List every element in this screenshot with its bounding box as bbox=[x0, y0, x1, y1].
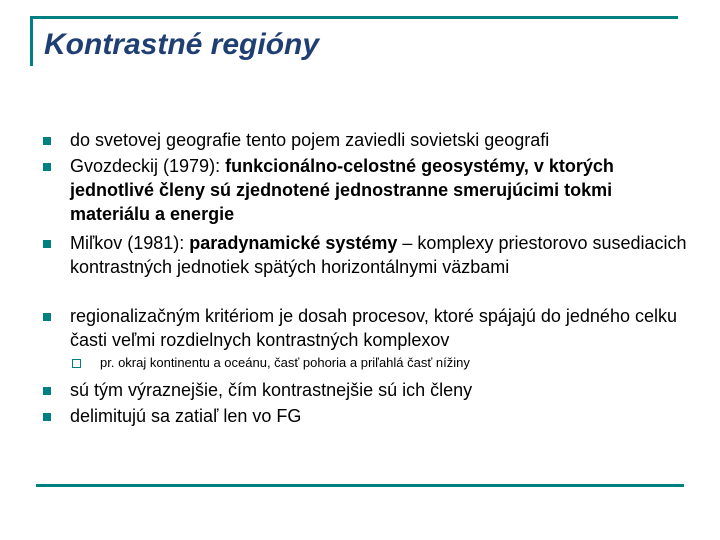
bullet-item bbox=[70, 404, 690, 428]
slide-title: Kontrastné regióny bbox=[44, 28, 320, 61]
square-bullet-icon bbox=[43, 137, 51, 145]
square-bullet-icon bbox=[43, 240, 51, 248]
bullet-bold-text: paradynamické systémy bbox=[189, 233, 398, 253]
square-bullet-icon bbox=[43, 387, 51, 395]
square-bullet-icon bbox=[43, 413, 51, 421]
bullet-item bbox=[70, 378, 690, 402]
bullet-text: sú tým výraznejšie, čím kontrastnejšie sú ich členy bbox=[70, 380, 473, 400]
bullet-item bbox=[70, 154, 690, 226]
square-bullet-icon bbox=[43, 313, 51, 321]
bullet-bold-text: funkcionálno-celostné geosystémy, v ktorých jednotlivé členy sú zjednotené jednostranne smerujúcimi tokmi materiálu a energie bbox=[70, 156, 614, 224]
bullet-item bbox=[70, 304, 690, 352]
bullet-suffix: – komplexy priestorovo susediacich kontrastných jednotiek spätých horizontálnymi väzbami bbox=[70, 233, 687, 277]
bullet-item bbox=[70, 128, 690, 152]
bullet-prefix: Miľkov (1981): bbox=[70, 233, 190, 253]
sub-bullet-item bbox=[100, 354, 690, 372]
square-bullet-icon bbox=[43, 163, 51, 171]
bullet-text: delimitujú sa zatiaľ len vo FG bbox=[70, 406, 302, 426]
bullet-text: do svetovej geografie tento pojem zaviedli sovietski geografi bbox=[70, 130, 550, 150]
bullet-item bbox=[70, 231, 690, 279]
hollow-square-bullet-icon bbox=[72, 359, 81, 368]
sub-bullet-text: pr. okraj kontinentu a oceánu, časť pohoria a priľahlá časť nížiny bbox=[100, 355, 470, 370]
bullet-prefix: Gvozdeckij (1979): bbox=[70, 156, 226, 176]
footer-divider bbox=[36, 484, 684, 487]
bullet-text: regionalizačným kritériom je dosah procesov, ktoré spájajú do jedného celku časti veľmi rozdielnych kontrastných komplexov bbox=[70, 306, 677, 350]
